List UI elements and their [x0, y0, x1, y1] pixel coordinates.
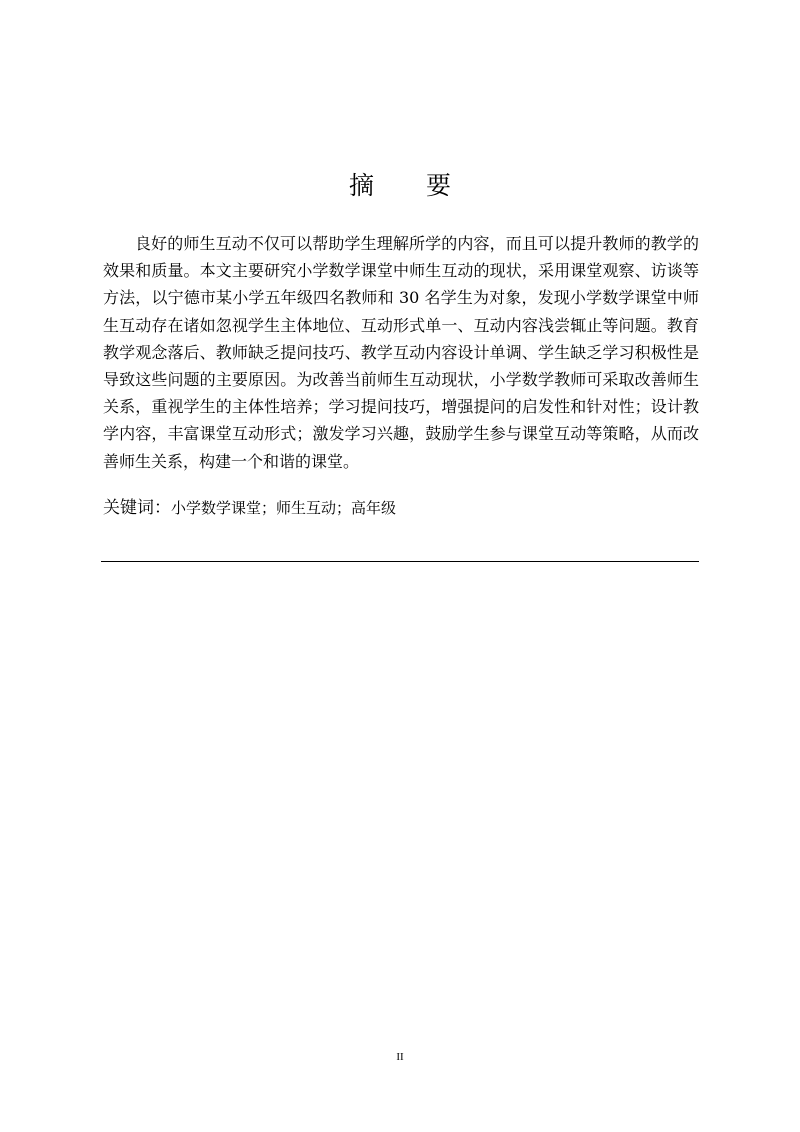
section-divider: [101, 561, 699, 562]
abstract-paragraph: 良好的师生互动不仅可以帮助学生理解所学的内容，而且可以提升教师的教学的效果和质量。本文主要研究小学数学课堂中师生互动的现状，采用课堂观察、访谈等方法，以宁德市某小学五年级四名教师和 30 名学生为对象，发现小学数学课堂中师生互动存在诸如忽视学生主体地位、互动形式单一、互动内容浅尝辄止等问题。教育教学观念落后、教师缺乏提问技巧、教学互动内容设计单调、学生缺乏学习积极性是导致这些问题的主要原因。为改善当前师生互动现状，小学数学教师可采取改善师生关系，重视学生的主体性培养；学习提问技巧，增强提问的启发性和针对性；设计教学内容，丰富课堂互动形式；激发学习兴趣，鼓励学生参与课堂互动等策略，从而改善师生关系，构建一个和谐的课堂。: [103, 234, 699, 471]
keywords-line: [103, 494, 699, 522]
abstract-title: 摘 要: [349, 171, 473, 200]
page-number: II: [396, 1051, 404, 1063]
keywords-label: 关键词：: [103, 498, 171, 518]
keywords-text: 小学数学课堂；师生互动；高年级: [171, 499, 397, 517]
